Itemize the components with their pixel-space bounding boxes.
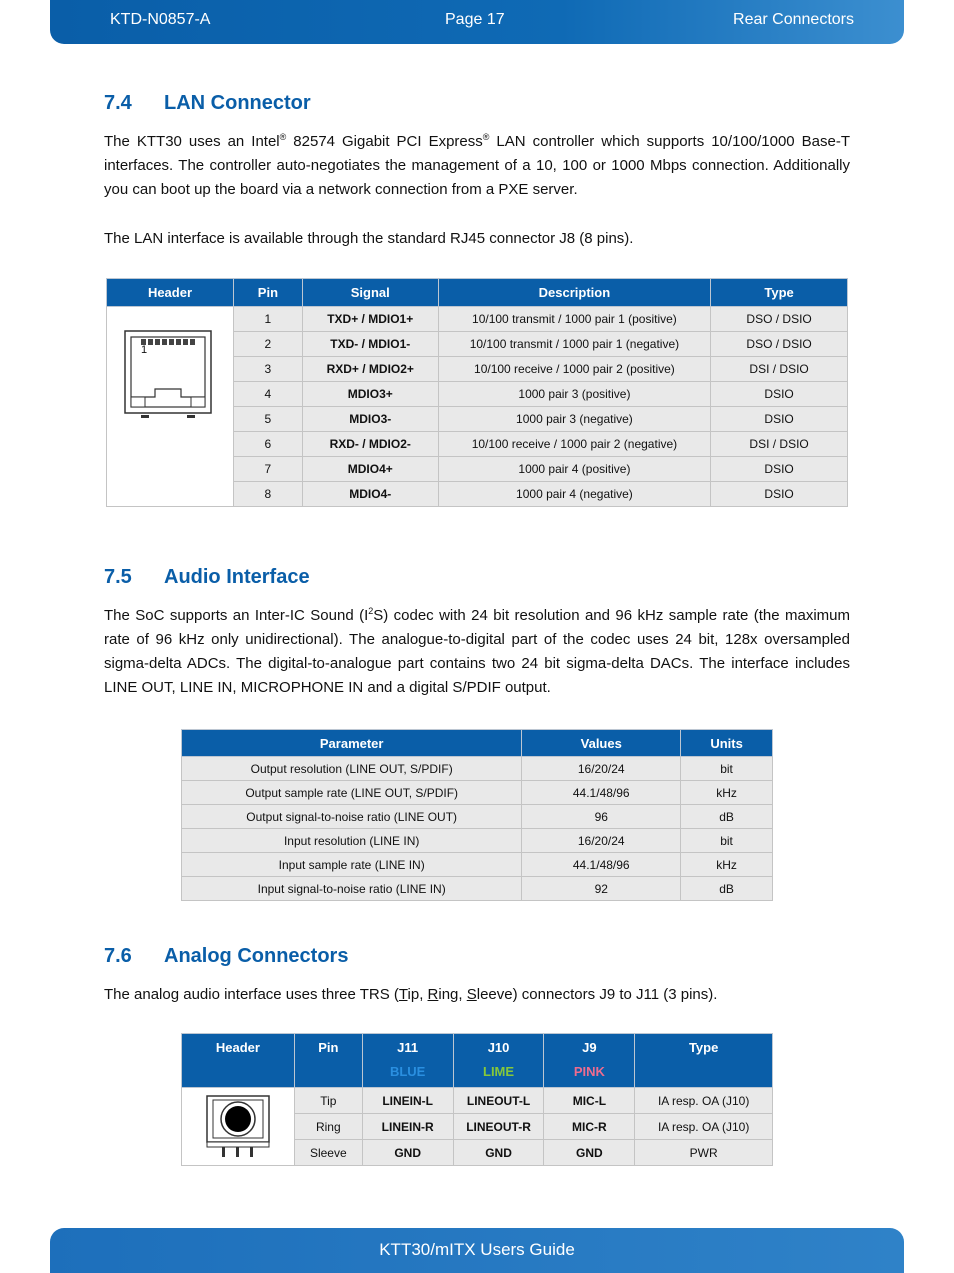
pin-number: 5 (233, 407, 302, 432)
signal-description: 1000 pair 4 (negative) (438, 482, 711, 507)
color-lime: LIME (483, 1064, 515, 1079)
table-row (182, 829, 773, 853)
table-row (182, 781, 773, 805)
signal-type: DSO / DSIO (711, 307, 848, 332)
section-name: Rear Connectors (733, 11, 854, 28)
table-row (182, 1088, 773, 1114)
values-cell: 16/20/24 (522, 829, 681, 853)
parameter-cell: Output sample rate (LINE OUT, S/PDIF) (182, 781, 522, 805)
section-heading-7-6: 7.6 Analog Connectors (104, 945, 349, 967)
signal-name: MDIO3+ (302, 382, 438, 407)
th-j9: J9 PINK (544, 1034, 635, 1088)
th-header: Header (107, 279, 234, 307)
parameter-cell: Input signal-to-noise ratio (LINE IN) (182, 877, 522, 901)
signal-name: TXD- / MDIO1- (302, 332, 438, 357)
j11-cell: LINEIN-L (362, 1088, 453, 1114)
th-units: Units (681, 730, 773, 757)
units-cell: kHz (681, 781, 773, 805)
color-pink: PINK (573, 1064, 605, 1079)
page-footer (50, 1228, 904, 1273)
page-number: Page 17 (445, 11, 505, 28)
th-type: Type (635, 1034, 773, 1088)
signal-type: DSIO (711, 457, 848, 482)
section-heading-7-5: 7.5 Audio Interface (104, 566, 310, 588)
th-type: Type (711, 279, 848, 307)
th-description: Description (438, 279, 711, 307)
trs-jack-icon (182, 1088, 295, 1166)
values-cell: 92 (522, 877, 681, 901)
signal-description: 1000 pair 4 (positive) (438, 457, 711, 482)
rj45-connector-icon (107, 307, 234, 507)
j11-cell: GND (362, 1140, 453, 1166)
type-cell: PWR (635, 1140, 773, 1166)
pin-number: 3 (233, 357, 302, 382)
j9-cell: MIC-L (544, 1088, 635, 1114)
values-cell: 96 (522, 805, 681, 829)
signal-description: 10/100 transmit / 1000 pair 1 (negative) (438, 332, 711, 357)
pin-number: 7 (233, 457, 302, 482)
type-cell: IA resp. OA (J10) (635, 1114, 773, 1140)
signal-description: 1000 pair 3 (positive) (438, 382, 711, 407)
table-row (182, 853, 773, 877)
j10-cell: GND (453, 1140, 544, 1166)
lan-paragraph-1: The KTT30 uses an Intel® 82574 Gigabit PCI Express® LAN controller which supports 10/100/1000 Base-T interfaces. The controller auto-negotiates the management of a 10, 100 or 1000 Mbps connection. Additionally you can boot up the board via a network connection from a PXE server. (104, 132, 850, 198)
pin-number: 1 (233, 307, 302, 332)
parameter-cell: Output signal-to-noise ratio (LINE OUT) (182, 805, 522, 829)
signal-type: DSO / DSIO (711, 332, 848, 357)
values-cell: 44.1/48/96 (522, 853, 681, 877)
units-cell: kHz (681, 853, 773, 877)
signal-name: MDIO4+ (302, 457, 438, 482)
signal-description: 10/100 receive / 1000 pair 2 (negative) (438, 432, 711, 457)
analog-connector-table (181, 1033, 773, 1166)
signal-description: 10/100 receive / 1000 pair 2 (positive) (438, 357, 711, 382)
th-parameter: Parameter (182, 730, 522, 757)
audio-param-table (181, 729, 773, 901)
table-row (182, 805, 773, 829)
signal-description: 10/100 transmit / 1000 pair 1 (positive) (438, 307, 711, 332)
table-row (107, 307, 848, 332)
pin-cell: Tip (294, 1088, 362, 1114)
signal-name: RXD- / MDIO2- (302, 432, 438, 457)
pin-number: 2 (233, 332, 302, 357)
parameter-cell: Input resolution (LINE IN) (182, 829, 522, 853)
table-row (182, 877, 773, 901)
th-pin: Pin (294, 1034, 362, 1088)
j10-cell: LINEOUT-R (453, 1114, 544, 1140)
color-blue: BLUE (389, 1064, 426, 1079)
j10-cell: LINEOUT-L (453, 1088, 544, 1114)
signal-type: DSIO (711, 382, 848, 407)
page-header (50, 0, 904, 44)
values-cell: 44.1/48/96 (522, 781, 681, 805)
th-pin: Pin (233, 279, 302, 307)
pin-cell: Sleeve (294, 1140, 362, 1166)
pin-cell: Ring (294, 1114, 362, 1140)
signal-type: DSI / DSIO (711, 357, 848, 382)
units-cell: bit (681, 757, 773, 781)
j9-cell: MIC-R (544, 1114, 635, 1140)
section-heading-7-4: 7.4 LAN Connector (104, 92, 311, 114)
th-signal: Signal (302, 279, 438, 307)
th-values: Values (522, 730, 681, 757)
pin-number: 4 (233, 382, 302, 407)
lan-pin-table (106, 278, 848, 507)
units-cell: dB (681, 877, 773, 901)
j11-cell: LINEIN-R (362, 1114, 453, 1140)
units-cell: bit (681, 829, 773, 853)
signal-type: DSIO (711, 407, 848, 432)
signal-description: 1000 pair 3 (negative) (438, 407, 711, 432)
analog-paragraph: The analog audio interface uses three TRS (Tip, Ring, Sleeve) connectors J9 to J11 (3 pins). (104, 986, 718, 1003)
signal-name: TXD+ / MDIO1+ (302, 307, 438, 332)
type-cell: IA resp. OA (J10) (635, 1088, 773, 1114)
pin-number: 6 (233, 432, 302, 457)
parameter-cell: Input sample rate (LINE IN) (182, 853, 522, 877)
footer-title: KTT30/mITX Users Guide (379, 1240, 575, 1259)
th-j10: J10 LIME (453, 1034, 544, 1088)
th-header: Header (182, 1034, 295, 1088)
signal-name: MDIO4- (302, 482, 438, 507)
th-j11: J11 BLUE (362, 1034, 453, 1088)
signal-name: MDIO3- (302, 407, 438, 432)
pin-1-label: 1 (140, 344, 148, 356)
values-cell: 16/20/24 (522, 757, 681, 781)
signal-type: DSIO (711, 482, 848, 507)
lan-paragraph-2: The LAN interface is available through the standard RJ45 connector J8 (8 pins). (104, 230, 634, 247)
parameter-cell: Output resolution (LINE OUT, S/PDIF) (182, 757, 522, 781)
audio-paragraph: The SoC supports an Inter-IC Sound $(I^2S)$ codec with 24 bit resolution and 96 kHz sample rate (the maximum rate of 96 kHz only unidirectional). The analogue-to-digital part of the codec uses 24 bit, 128x oversampled sigma-delta ADCs. The digital-to-analogue part contains two 24 bit sigma-delta DACs. The interface includes LINE OUT, LINE IN, MICROPHONE IN and a digital S/PDIF output. (104, 606, 850, 696)
j9-cell: GND (544, 1140, 635, 1166)
pin-number: 8 (233, 482, 302, 507)
doc-id: KTD-N0857-A (110, 11, 211, 28)
signal-type: DSI / DSIO (711, 432, 848, 457)
units-cell: dB (681, 805, 773, 829)
signal-name: RXD+ / MDIO2+ (302, 357, 438, 382)
table-row (182, 757, 773, 781)
